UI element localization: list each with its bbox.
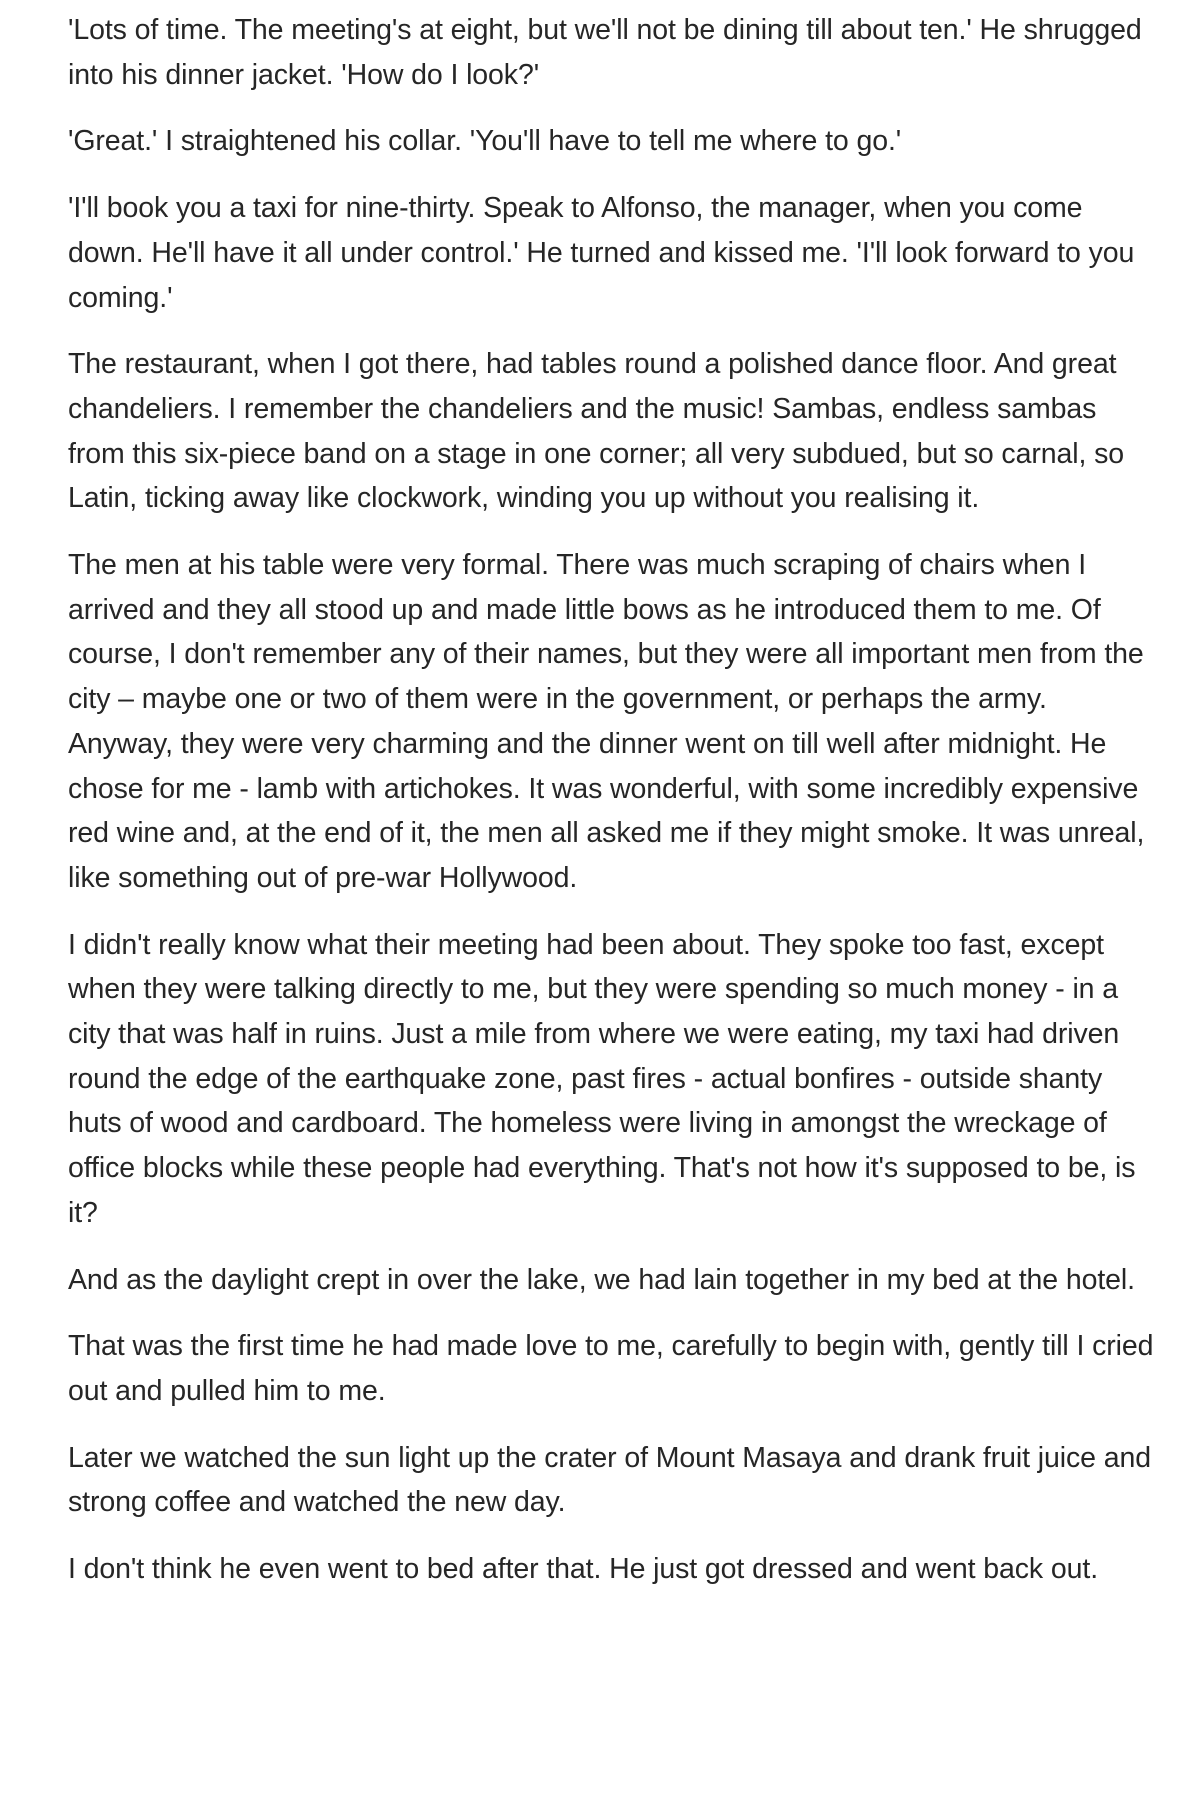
paragraph: The men at his table were very formal. There was much scraping of chairs when I arrived and they all stood up and made little bows as he introduced them to me. Of course, I don't remember any of their names, but they were all important men from the city – maybe one or two of them were in the government, or perhaps the army. Anyway, they were very charming and the dinner went on till well after midnight. He chose for me - lamb with artichokes. It was wonderful, with some incredibly expensive red wine and, at the end of it, the men all asked me if they might smoke. It was unreal, like something out of pre-war Hollywood. bbox=[68, 549, 1145, 894]
paragraph: 'I'll book you a taxi for nine-thirty. Speak to Alfonso, the manager, when you come down. He'll have it all under control.' He turned and kissed me. 'I'll look forward to you coming.' bbox=[68, 192, 1135, 314]
paragraph: That was the first time he had made love to me, carefully to begin with, gently till I cried out and pulled him to me. bbox=[68, 1330, 1154, 1407]
paragraph: I didn't really know what their meeting had been about. They spoke too fast, except when they were talking directly to me, but they were spending so much money - in a city that was half in ruins. Just a mile from where we were eating, my taxi had driven round the edge of the earthquake zone, past fires - actual bonfires - outside shanty huts of wood and cardboard. The homeless were living in amongst the wreckage of office blocks while these people had everything. That's not how it's supposed to be, is it? bbox=[68, 928, 1136, 1229]
paragraph: 'Lots of time. The meeting's at eight, but we'll not be dining till about ten.' He shrugged into his dinner jacket. 'How do I look?' bbox=[68, 14, 1142, 91]
reading-page bbox=[68, 8, 1156, 1614]
paragraph: 'Great.' I straightened his collar. 'You'll have to tell me where to go.' bbox=[68, 125, 902, 158]
paragraph: Later we watched the sun light up the crater of Mount Masaya and drank fruit juice and strong coffee and watched the new day. bbox=[68, 1441, 1151, 1519]
paragraph: The restaurant, when I got there, had tables round a polished dance floor. And great chandeliers. I remember the chandeliers and the music! Sambas, endless sambas from this six-piece band on a stage in one corner; all very subdued, but so carnal, so Latin, ticking away like clockwork, winding you up without you realising it. bbox=[68, 348, 1124, 515]
paragraph: And as the daylight crept in over the lake, we had lain together in my bed at the hotel. bbox=[68, 1263, 1135, 1296]
paragraph: I don't think he even went to bed after that. He just got dressed and went back out. bbox=[68, 1553, 1099, 1586]
